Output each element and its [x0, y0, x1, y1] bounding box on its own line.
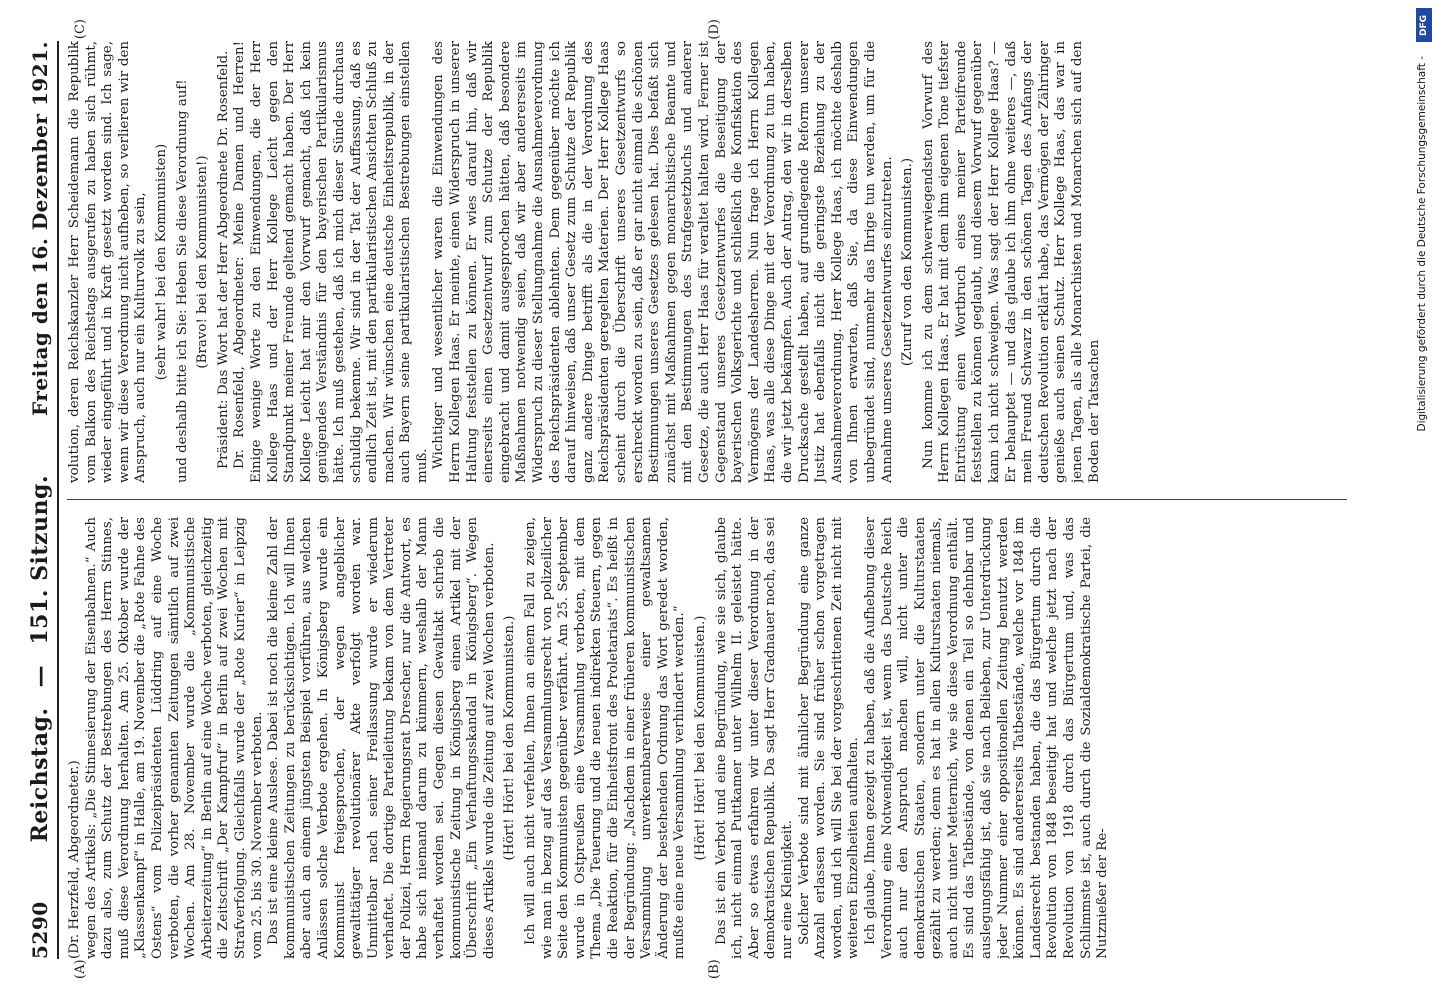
- running-title: [27, 469, 53, 848]
- interjection: (Bravo! bei den Kommunisten!): [195, 155, 211, 369]
- paragraph: Das ist ein Verbot und eine Begründung, wie sie sich, glaube ich, nicht einmal Puttkamer unter Wilhelm II. geleistet hätte. Aber so etwas erfahren wir unter dieser Verordnung in der demokratischen Republik. Da sagt Herr Gradnauer noch, das sei nur eine Kleinigkeit.: [713, 517, 795, 959]
- margin-marker-c: (C): [73, 19, 88, 40]
- column-rule: [67, 499, 1347, 500]
- paragraph: Das ist eine kleine Auslese. Dabei ist noch die kleine Zahl der kommunistischen Zeitungen zu berücksichtigen. Ich will Ihnen aber auch an einem jüngsten Beispiel vorführen, aus welchen Anlässen solche Verbote ergehen. In Königsberg wurde ein Kommunist freigesprochen, der wegen angeblicher gewalttätiger revolutionärer Akte verfolgt worden war. Unmittelbar nach seiner Freilassung wurde er wiederum verhaftet. Die dortige Parteileitung bekam von dem Vertreter der Polizei, Herrn Regierungsrat Drescher, nur die Antwort, es habe sich niemand darum zu kümmern, weshalb der Mann verhaftet worden sei. Gegen diesen Gewaltakt schrieb die kommunistische Zeitung in Königsberg einen Artikel mit der Überschrift „Ein Verhaftungsskandal in Königsberg“. Wegen dieses Artikels wurde die Zeitung auf zwei Wochen verboten.: [266, 517, 497, 959]
- interjection: (sehr wahr! bei den Kommunisten): [153, 143, 169, 381]
- paragraph: Solcher Verbote sind mit ähnlicher Begründung eine ganze Anzahl erlassen worden. Sie sind früher schon vorgetragen worden, und ich will Sie bei der vorgeschrittenen Zeit nicht mit weiteren Einzelheiten aufhalten.: [796, 517, 862, 959]
- paragraph: Ich glaube, Ihnen gezeigt zu haben, daß die Aufhebung dieser Verordnung eine Notwendigkeit ist, wenn das Deutsche Reich auch nur den Anspruch machen will, nicht unter die demokratischen Staaten, sondern unter die Kulturstaaten gezählt zu werden; denn es hat in allen Kulturstaaten niemals, auch nicht unter Metternich, wie sie diese Verordnung enthält. Es sind das Tatbestände, von denen ein Teil so dehnbar und auslegungsfähig ist, daß sie nach Belieben, zur Unterdrückung jeder Nummer einer oppositionellen Zeitung benutzt werden können. Es sind andererseits Tatbestände, welche vor 1848 im Landesrecht bestanden haben, die das Bürgertum durch die Revolution von 1848 beseitigt hat und welche jetzt nach der Revolution von 1918 durch das Bürgertum und, was das Schlimmste ist, auch durch die Sozialdemokratische Partei, die Nutznießer der Re-: [862, 517, 1111, 959]
- margin-marker-d: (D): [707, 19, 722, 40]
- text-columns: [67, 19, 1347, 979]
- paragraph: volution, deren Reichskanzler Herr Scheidemann die Republik vom Balkon des Reichstags ausgerufen zu haben sich rühmt, wieder eingeführt und in Kraft gesetzt worden sind. Ich sage, wenn wir diese Verordnung nicht aufheben, so verlieren wir den Anspruch, auch nur ein Kulturvolk zu sein,: [67, 41, 149, 483]
- right-column: [67, 41, 1347, 483]
- paragraph: und deshalb bitte ich Sie: Heben Sie diese Verordnung auf!: [174, 79, 190, 483]
- speech-intro: Dr. Rosenfeld, Abgeordneter: Meine Damen und Herren! Einige wenige Worte zu den Einwendungen, die der Herr Kollege Haas und der Herr Kollege Leicht gegen den Standpunkt meiner Freunde geltend gemacht haben. Der Herr Kollege Leicht hat mir den Vorwurf gemacht, daß ich kein genügendes Verständnis für den bayerischen Partikularismus hätte. Ich muß gestehen, daß ich mich dieser Sünde durchaus schuldig bekenne. Wir sind in der Tat der Auffassung, daß es endlich Zeit ist, mit den partikularistischen Ansichten Schluß zu machen. Wir wünschen eine deutsche Einheitsrepublik, in der auch Bayern seine partikularistischen Bestrebungen einstellen muß.: [232, 41, 430, 483]
- paragraph: wegen des Artikels: „Die Stinnesierung der Eisenbahnen.“ Auch dazu also, zum Schutz der Bestrebungen des Herrn Stinnes, muß diese Verordnung herhalten. Am 25. Oktober wurde der „Klassenkampf“ in Halle, am 19. November die „Rote Fahne des Ostens“ vom Polizeipräsidenten Lüddring auf eine Woche verboten, die vorher genannten Zeitungen sämtlich auf zwei Wochen. Am 28. November wurde die „Kommunistische Arbeiterzeitung“ in Berlin auf eine Woche verboten, gleichzeitig die Zeitschrift „Der Kampfruf“ in Berlin auf zwei Wochen mit Strafverfolgung. Gleichfalls wurde der „Rote Kurier“ in Leipzig vom 25. bis 30. November verboten.: [83, 517, 265, 959]
- interjection: (Zuruf von den Kommunisten.): [900, 157, 916, 367]
- running-date: Freitag den 16. Dezember 1921.: [28, 41, 52, 416]
- dfg-logo: DFG: [1416, 8, 1432, 42]
- digitization-credit: Digitalisierung gefördert durch die Deutsche Forschungsgemeinschaft -: [1416, 56, 1428, 432]
- president-line: Präsident: Das Wort hat der Herr Abgeordnete Dr. Rosenfeld.: [215, 50, 231, 469]
- running-title-left: Reichstag.: [27, 707, 53, 843]
- interjection: (Hört! Hört! bei den Kommunisten.): [502, 615, 518, 861]
- running-title-dash: —: [27, 664, 53, 688]
- running-head: [27, 41, 59, 959]
- margin-marker-a: (A): [73, 959, 88, 979]
- paragraph: Nun komme ich zu dem schwerwiegendsten Vorwurf des Herrn Kollegen Haas. Er hat mit dem ihm eigenen Tone tiefster Entrüstung einen Wortbruch eines meiner Parteifreunde feststellen zu können geglaubt, und diesem Vorwurf gegenüber kann ich nicht schweigen. Was sagt der Herr Kollege Haas? — Er behauptet — und das glaube ich ihm ohne weiteres —, daß mein Freund Schwarz in den schönen Tagen des Anfangs der deutschen Revolution erklärt habe, das Vermögen der Zähringer genieße auch seinen Schutz. Herr Kollege Haas, das war in jenen Tagen, als alle Monarchisten und Monarchen sich auf den Boden der Tatsachen: [920, 41, 1102, 483]
- running-title-session: 151. Sitzung.: [27, 474, 53, 645]
- left-column: [67, 517, 1347, 959]
- page-number: 5290: [28, 901, 52, 959]
- paragraph: Wichtiger und wesentlicher waren die Einwendungen des Herrn Kollegen Haas. Er meinte, einen Widerspruch in unserer Haltung feststellen zu können. Er wies darauf hin, daß wir einerseits einen Gesetzentwurf zum Schutze der Republik eingebracht und damit ausgesprochen hätten, daß besondere Maßnahmen notwendig seien, daß wir aber andererseits im Widerspruch zu dieser Stellungnahme die Ausnahmeverordnung des Reichspräsidenten ablehnten. Dem gegenüber möchte ich darauf hinweisen, daß unser Gesetz zum Schutze der Republik ganz andere Dinge betrifft als die in der Verordnung des Reichspräsidenten geregelten Materien. Der Herr Kollege Haas scheint durch die Überschrift unseres Gesetzentwurfs so erschreckt worden zu sein, daß er gar nicht einmal die schönen Bestimmungen unseres Gesetzes gelesen hat. Dies befaßt sich zunächst mit Maßnahmen gegen monarchistische Beamte und mit den Bestimmungen des Strafgesetzbuchs und anderer Gesetze, die auch Herr Haas für veraltet halten wird. Ferner ist Gegenstand unseres Gesetzentwurfes die Beseitigung der bayerischen Volksgerichte und schließlich die Konfiskation des Vermögens der Landesherren. Nun frage ich Herrn Kollegen Haas, was alle diese Dinge mit der Verordnung zu tun haben, die wir jetzt bekämpfen. Auch der Antrag, den wir in derselben Drucksache gestellt haben, auf grundlegende Reform unserer Justiz hat ebenfalls nicht die geringste Beziehung zu der Ausnahmeverordnung. Herr Kollege Haas, ich möchte deshalb von Ihnen erwarten, daß Sie, da diese Einwendungen unbegründet sind, nunmehr das Ihrige tun werden, um für die Annahme unseres Gesetzentwurfes einzutreten.: [431, 41, 895, 483]
- rotated-page: [5, 15, 1395, 985]
- digitization-sidebar: [1416, 8, 1432, 998]
- speaker-line: (Dr. Herzfeld, Abgeordneter.): [67, 760, 82, 959]
- paragraph: Ich will auch nicht verfehlen, Ihnen an einem Fall zu zeigen, wie man in bezug auf das Versammlungsrecht von polizeilicher Seite den Kommunisten gegenüber verfährt. Am 25. September wurde in Ostpreußen eine Versammlung verboten, mit dem Thema „Die Teuerung und die neuen indirekten Steuern, gegen die Reaktion, für die Einheitsfront des Proletariats“. Es heißt in der Begründung: „Nachdem in einer früheren kommunistischen Versammlung unverkennbarerweise einer gewaltsamen Änderung der bestehenden Ordnung das Wort geredet worden, mußte eine neue Versammlung verhindert werden.“: [523, 517, 688, 959]
- interjection: (Hört! Hört! bei den Kommunisten.): [692, 615, 708, 861]
- margin-marker-b: (B): [707, 959, 722, 979]
